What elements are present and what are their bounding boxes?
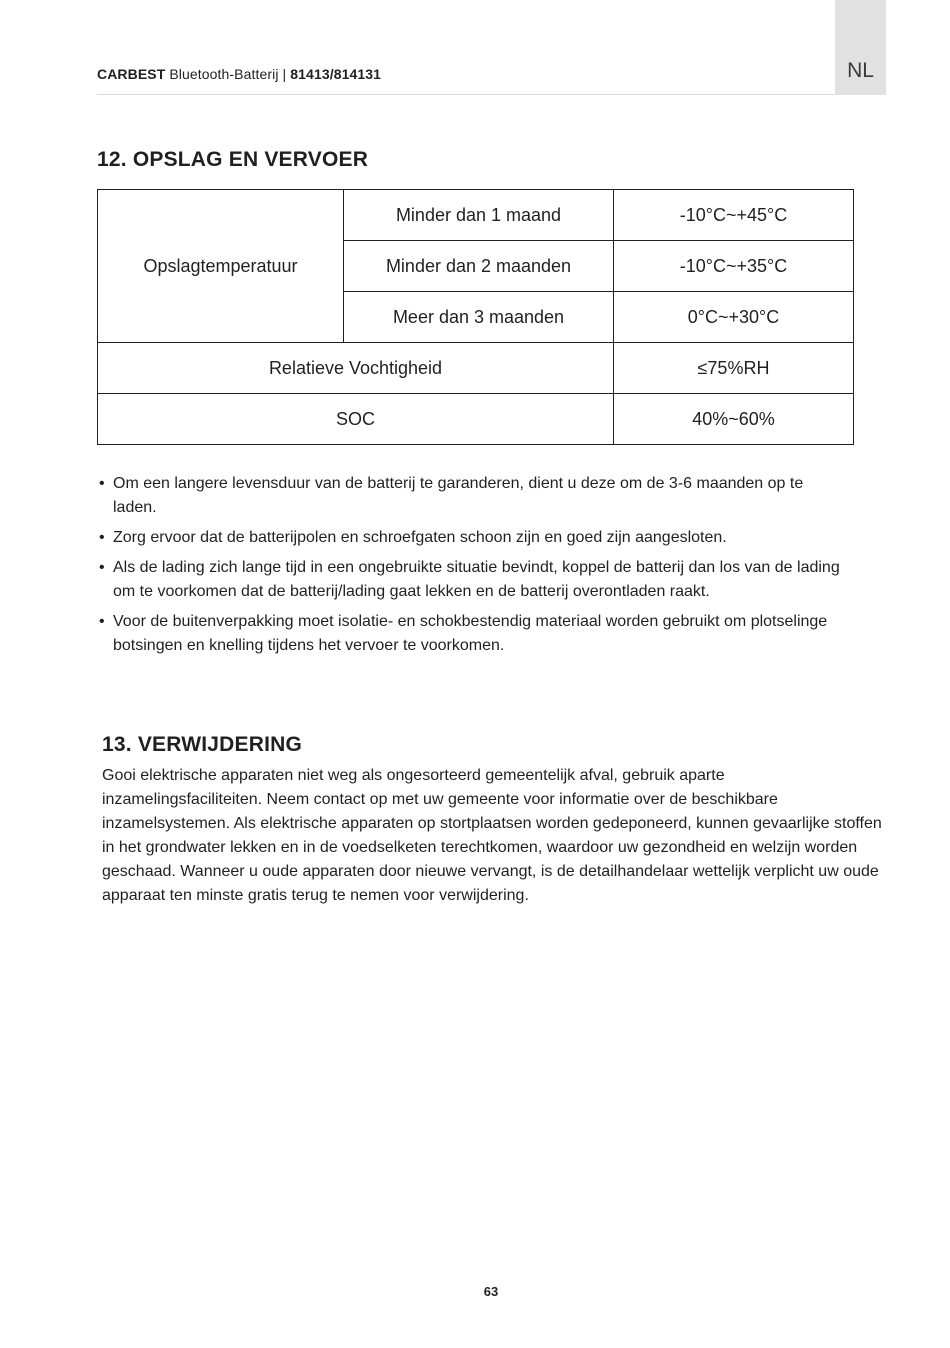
list-item: • Zorg ervoor dat de batterijpolen en schroefgaten schoon zijn en goed zijn aangesloten.	[99, 526, 844, 550]
table-row	[98, 394, 854, 445]
section-12-title: 12. OPSLAG EN VERVOER	[97, 148, 369, 171]
temperature-cell: 0°C~+30°C	[614, 292, 854, 343]
storage-temperature-label: Opslagtemperatuur	[98, 190, 344, 343]
storage-table	[97, 189, 854, 445]
header-model: 81413/814131	[290, 66, 382, 82]
humidity-label: Relatieve Vochtigheid	[98, 343, 614, 394]
page-number: 63	[483, 1284, 499, 1299]
period-cell: Meer dan 3 maanden	[344, 292, 614, 343]
soc-label: SOC	[98, 394, 614, 445]
header-separator: |	[278, 66, 291, 82]
table-row	[98, 343, 854, 394]
storage-tips-list	[99, 472, 844, 664]
language-tab: NL	[835, 0, 886, 95]
header-brand: CARBEST	[97, 66, 166, 82]
disposal-paragraph: Gooi elektrische apparaten niet weg als ongesorteerd gemeentelijk afval, gebruik aparte inzamelingsfaciliteiten. Neem contact op met uw gemeente voor informatie over de beschikbare inzamelsystemen. Als elektrische apparaten op stortplaatsen worden gedeponeerd, kunnen gevaarlijke stoffen in het grondwater lekken en in de voedselketen terechtkomen, waardoor uw gezondheid en welzijn worden geschaad. Wanneer u oude apparaten door nieuwe vervangt, is de detailhandelaar wettelijk verplicht uw oude apparaat ten minste gratis terug te nemen voor verwijdering.	[102, 767, 882, 904]
period-cell: Minder dan 1 maand	[344, 190, 614, 241]
running-header	[97, 66, 381, 82]
section-13-title: 13. VERWIJDERING	[102, 733, 303, 756]
temperature-cell: -10°C~+45°C	[614, 190, 854, 241]
humidity-value: ≤75%RH	[614, 343, 854, 394]
soc-value: 40%~60%	[614, 394, 854, 445]
header-product: Bluetooth-Batterij	[165, 66, 279, 82]
table-row	[98, 190, 854, 241]
list-item: • Om een langere levensduur van de batterij te garanderen, dient u deze om de 3-6 maanden op te laden.	[99, 472, 844, 520]
temperature-cell: -10°C~+35°C	[614, 241, 854, 292]
list-item: • Als de lading zich lange tijd in een ongebruikte situatie bevindt, koppel de batterij dan los van de lading om te voorkomen dat de batterij/lading gaat lekken en de batterij overontladen raakt.	[99, 556, 844, 604]
period-cell: Minder dan 2 maanden	[344, 241, 614, 292]
header-divider	[97, 94, 835, 95]
list-item: • Voor de buitenverpakking moet isolatie- en schokbestendig materiaal worden gebruikt om plotselinge botsingen en knelling tijdens het vervoer te voorkomen.	[99, 610, 844, 658]
